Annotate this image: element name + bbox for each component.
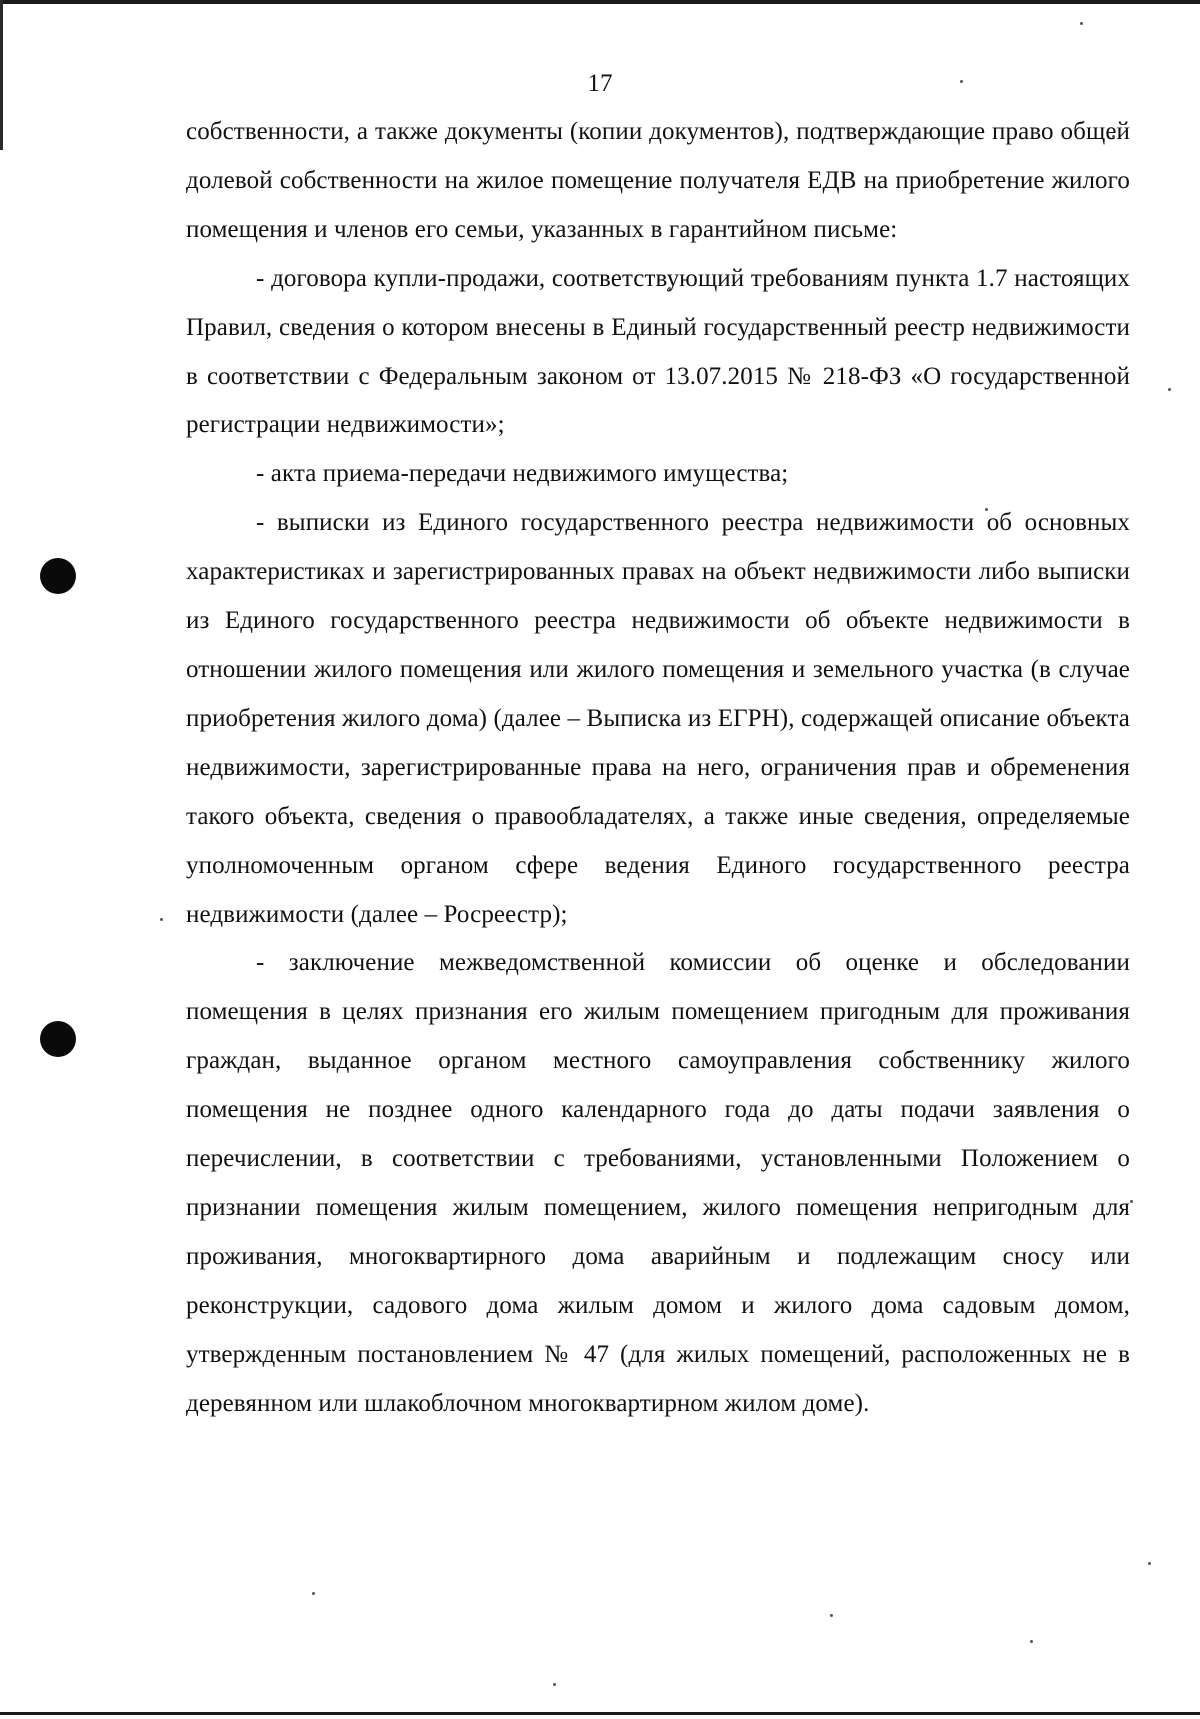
scan-border-bottom: [0, 1712, 1200, 1715]
document-body: [186, 108, 1130, 1428]
page-number: 17: [587, 70, 613, 97]
punch-hole-top: [40, 558, 76, 594]
scan-border-top: [0, 0, 1200, 4]
paragraph-property-documents: собственности, а также документы (копии документов), подтверждающие право общей долевой собственности на жилое помещение получателя ЕДВ на приобретение жилого помещения и членов его семьи, указанных в гарантийном письме:: [186, 118, 1130, 243]
scan-speck: [553, 1683, 556, 1686]
punch-hole-bottom: [40, 1021, 76, 1057]
scan-speck: [312, 1592, 315, 1595]
scan-speck: [1130, 1200, 1133, 1203]
paragraph-sale-contract: - договора купли-продажи, соответствующий требованиям пункта 1.7 настоящих Правил, сведения о котором внесены в Единый государственный реестр недвижимости в соответствии с Федеральным законом от 13.07.2015 № 218-ФЗ «О государственной регистрации недвижимости»;: [186, 264, 1130, 439]
scan-speck: [830, 1614, 833, 1617]
scan-speck: [160, 918, 163, 921]
paragraph-commission-conclusion: - заключение межведомственной комиссии об оценке и обследовании помещения в целях признания его жилым помещением пригодным для проживания граждан, выданное органом местного самоуправления собственнику жилого помещения не позднее одного календарного года до даты подачи заявления о перечислении, в соответствии с требованиями, установленными Положением о признании помещения жилым помещением, жилого помещения непригодным для проживания, многоквартирного дома аварийным и подлежащим сносу или реконструкции, садового дома жилым домом и жилого дома садовым домом, утвержденным постановлением № 47 (для жилых помещений, расположенных не в деревянном или шлакоблочном многоквартирном жилом доме).: [186, 949, 1130, 1417]
scan-speck: [1148, 1562, 1151, 1565]
scan-speck: [1030, 1640, 1033, 1643]
scan-speck: [1080, 22, 1083, 25]
paragraph-egrn-extract: - выписки из Единого государственного реестра недвижимости об основных характеристиках и зарегистрированных правах на объект недвижимости либо выписки из Единого государственного реестра недвижимости об объекте недвижимости в отношении жилого помещения или жилого помещения и земельного участка (в случае приобретения жилого дома) (далее – Выписка из ЕГРН), содержащей описание объекта недвижимости, зарегистрированные права на него, ограничения прав и обременения такого объекта, сведения о правообладателях, а также иные сведения, определяемые уполномоченным органом сфере ведения Единого государственного реестра недвижимости (далее – Росреестр);: [186, 509, 1130, 928]
scan-speck: [1168, 388, 1171, 391]
paragraph-transfer-act: - акта приема-передачи недвижимого имущества;: [256, 460, 789, 488]
